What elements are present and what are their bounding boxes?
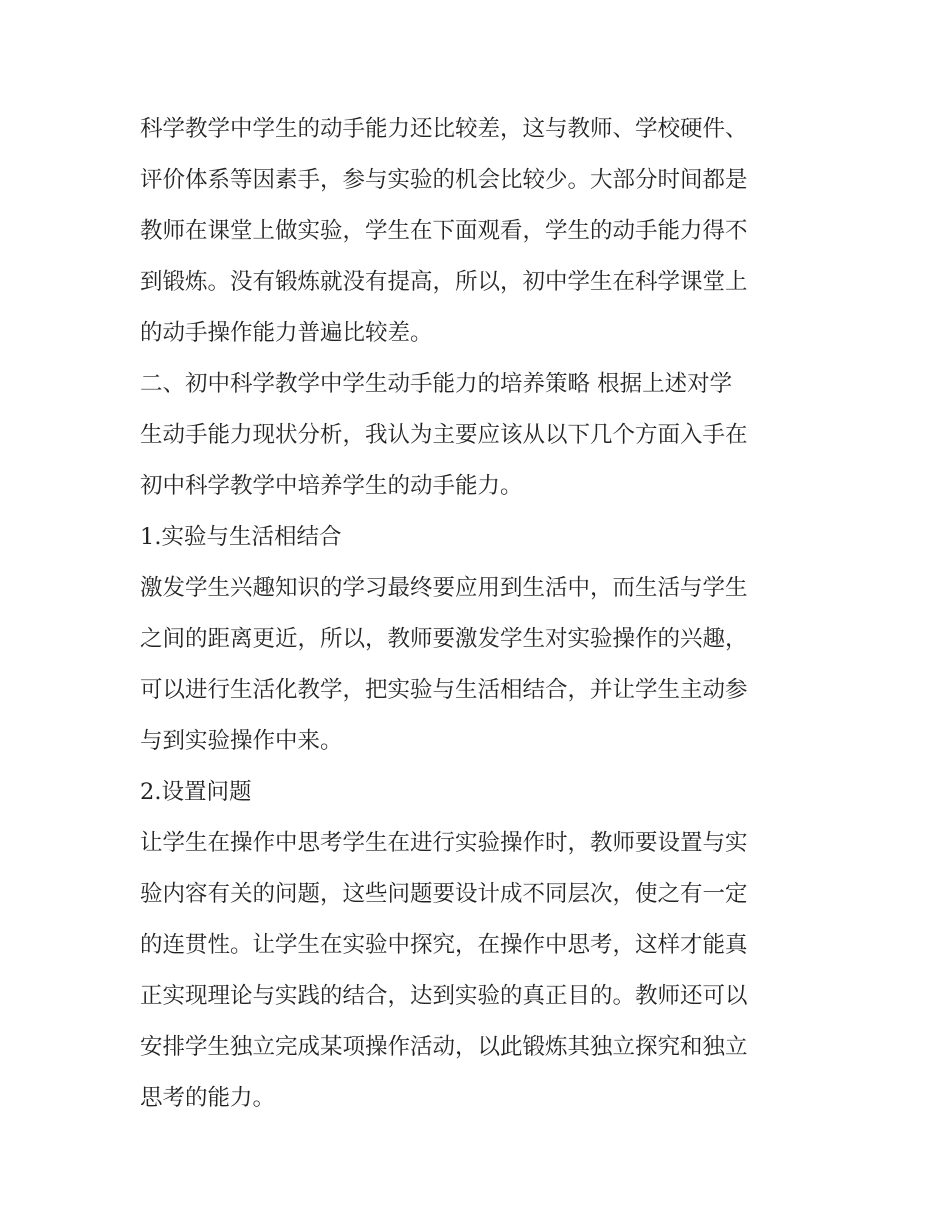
text-line: 2.设置问题 bbox=[140, 779, 252, 805]
text-line: 1.实验与生活相结合 bbox=[140, 524, 342, 550]
text-line: 与到实验操作中来。 bbox=[140, 728, 343, 754]
text-line: 二、初中科学教学中学生动手能力的培养策略 根据上述对学 bbox=[140, 371, 733, 397]
text-line: 安排学生独立完成某项操作活动，以此锻炼其独立探究和独立 bbox=[140, 1034, 748, 1060]
text-line: 科学教学中学生的动手能力还比较差，这与教师、学校硬件、 bbox=[140, 116, 748, 142]
text-line: 正实现理论与实践的结合，达到实验的真正目的。教师还可以 bbox=[140, 983, 748, 1009]
subheading-set-questions bbox=[140, 767, 820, 818]
text-line: 验内容有关的问题，这些问题要设计成不同层次，使之有一定 bbox=[140, 881, 748, 907]
text-line: 生动手能力现状分析，我认为主要应该从以下几个方面入手在 bbox=[140, 422, 748, 448]
text-line: 让学生在操作中思考学生在进行实验操作时，教师要设置与实 bbox=[140, 830, 748, 856]
paragraph-hands-on-status bbox=[140, 104, 820, 359]
subheading-experiment-life bbox=[140, 512, 820, 563]
text-line: 到锻炼。没有锻炼就没有提高，所以，初中学生在科学课堂上 bbox=[140, 269, 748, 295]
text-line: 之间的距离更近，所以，教师要激发学生对实验操作的兴趣， bbox=[140, 626, 748, 652]
text-line: 思考的能力。 bbox=[140, 1085, 276, 1111]
section-heading-strategies bbox=[140, 359, 820, 512]
text-line: 激发学生兴趣知识的学习最终要应用到生活中，而生活与学生 bbox=[140, 575, 748, 601]
text-line: 可以进行生活化教学，把实验与生活相结合，并让学生主动参 bbox=[140, 677, 748, 703]
paragraph-think-in-operation bbox=[140, 818, 820, 1124]
text-line: 的动手操作能力普遍比较差。 bbox=[140, 320, 433, 346]
paragraph-stimulate-interest bbox=[140, 563, 820, 767]
text-line: 评价体系等因素手，参与实验的机会比较少。大部分时间都是 bbox=[140, 167, 748, 193]
text-line: 教师在课堂上做实验，学生在下面观看，学生的动手能力得不 bbox=[140, 218, 748, 244]
text-line: 初中科学教学中培养学生的动手能力。 bbox=[140, 473, 523, 499]
document-body bbox=[140, 104, 820, 1124]
text-line: 的连贯性。让学生在实验中探究，在操作中思考，这样才能真 bbox=[140, 932, 748, 958]
